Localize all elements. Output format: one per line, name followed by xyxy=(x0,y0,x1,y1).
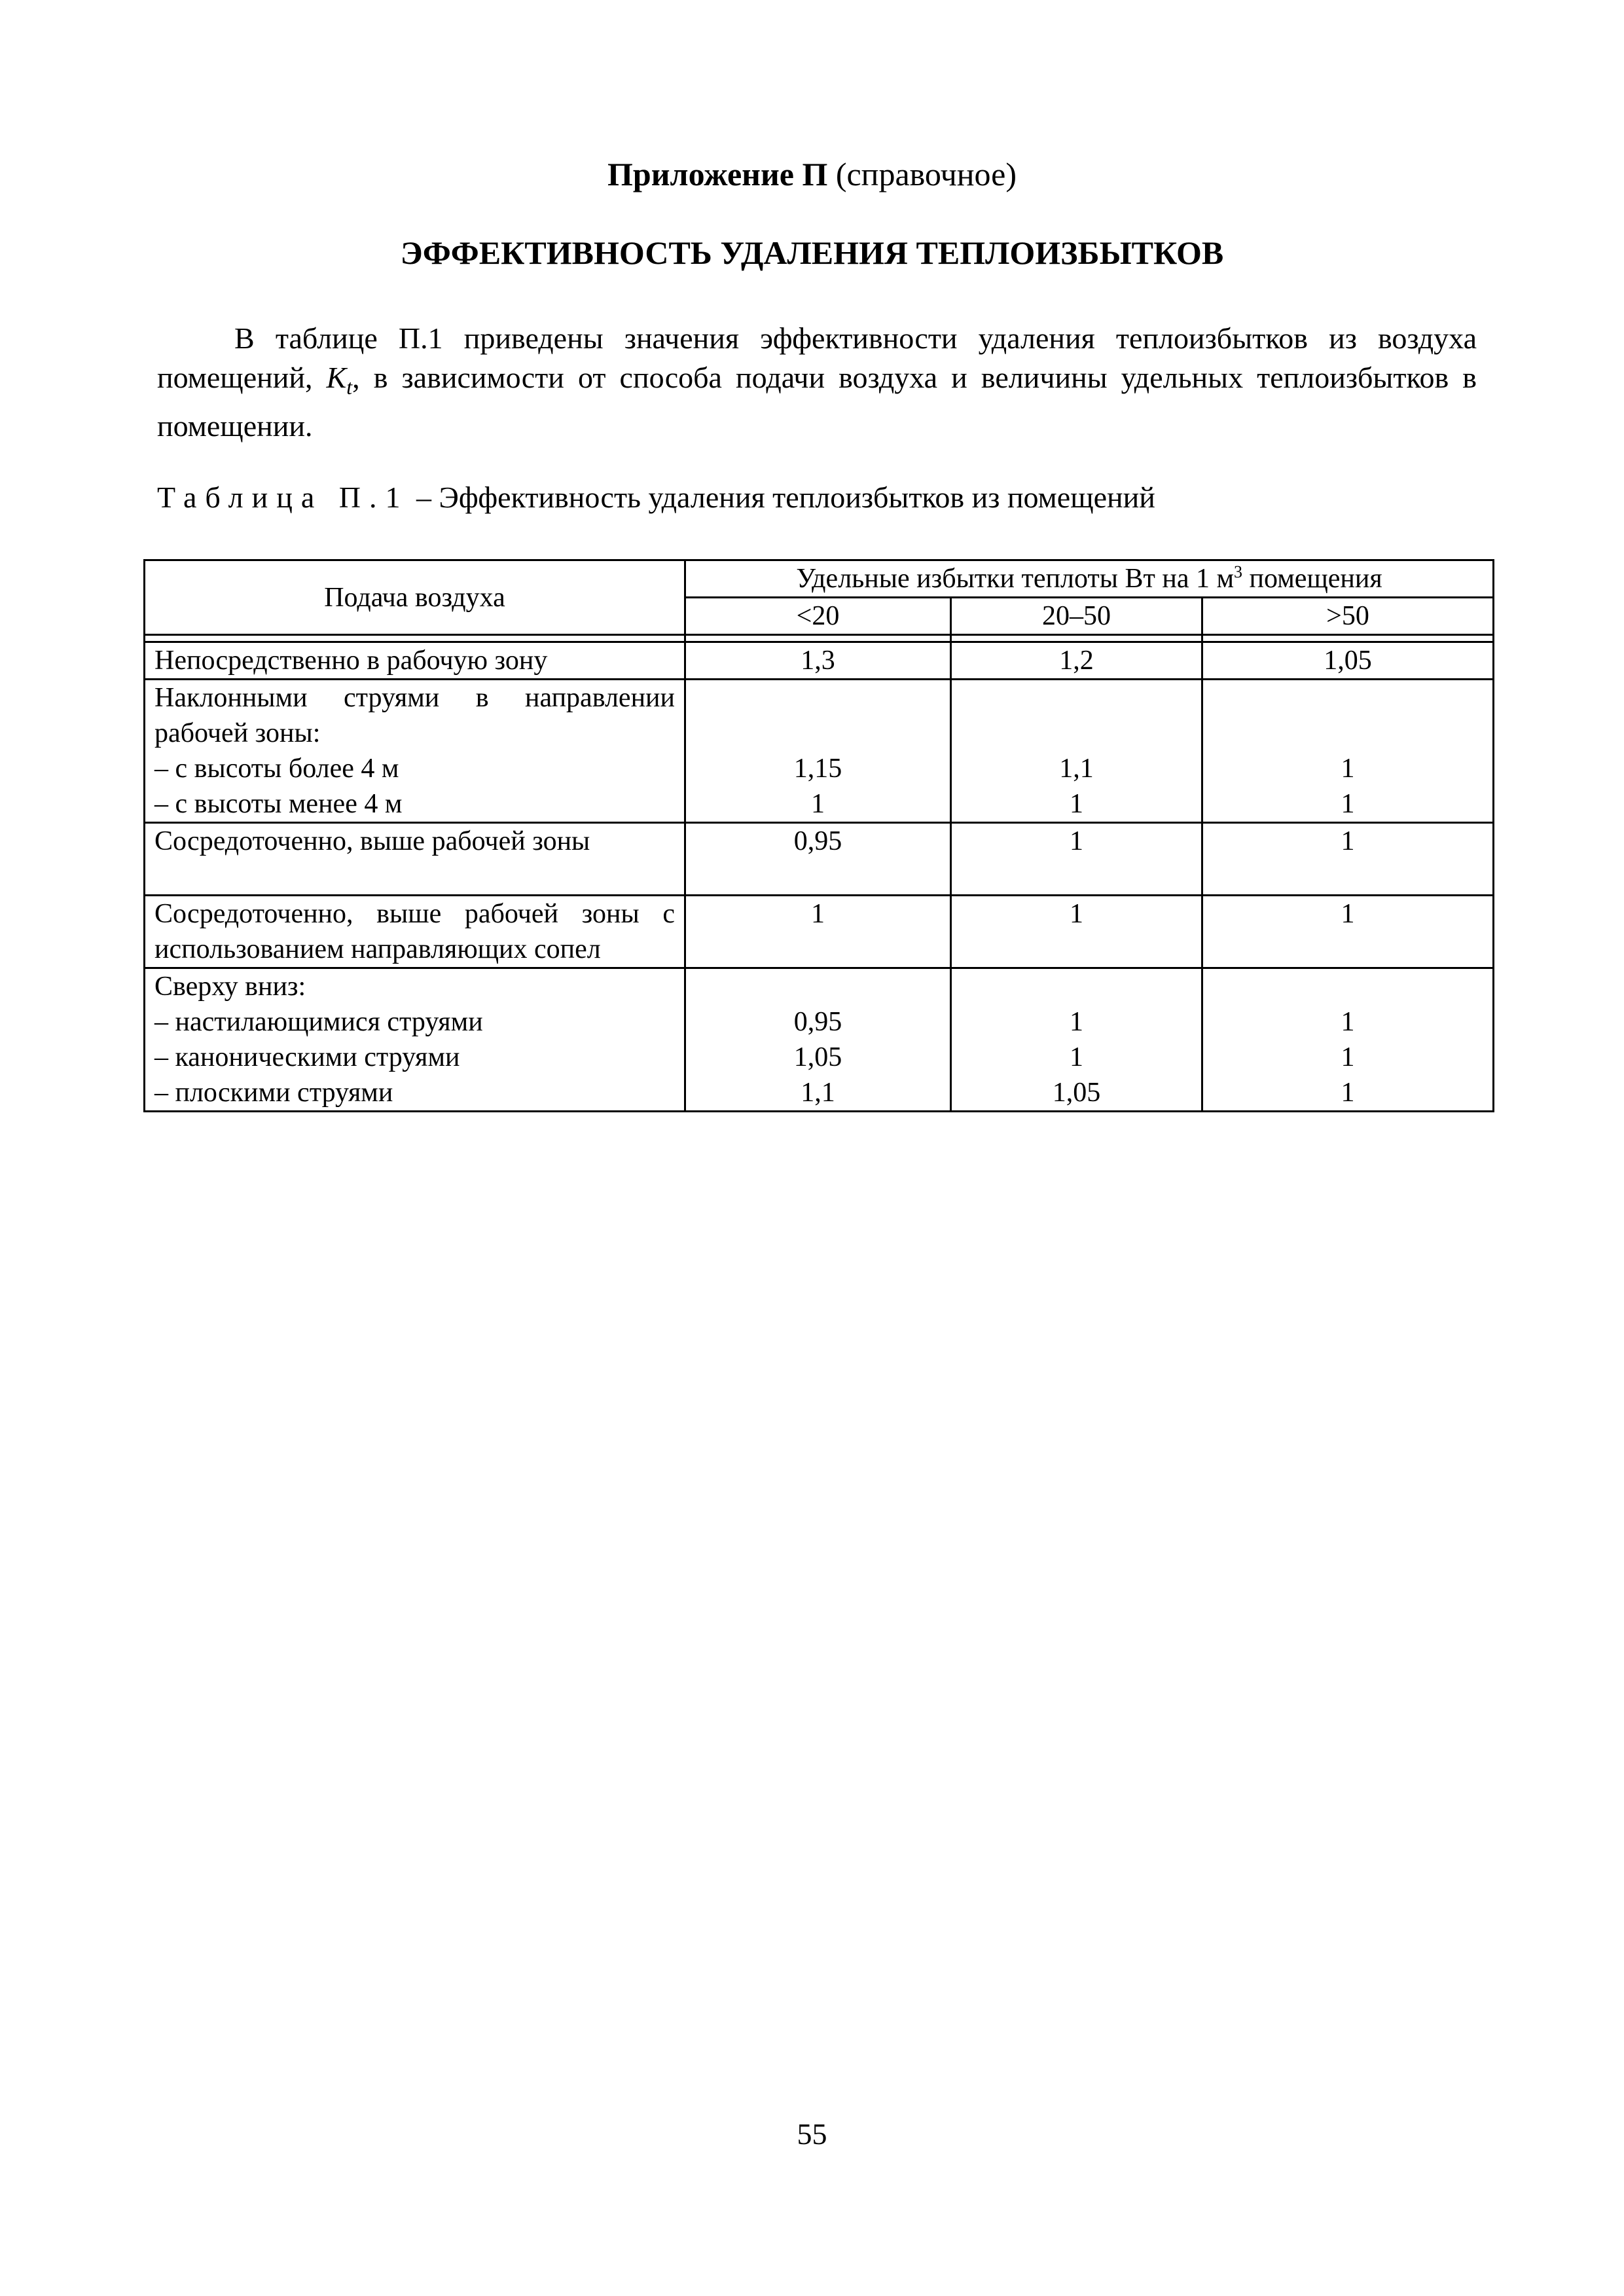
header-col-gt50: >50 xyxy=(1202,598,1494,635)
cell-value xyxy=(1202,823,1494,896)
table-row xyxy=(145,680,1494,823)
cell-value xyxy=(685,642,951,680)
cell-value-line xyxy=(695,680,941,716)
symbol-k: K xyxy=(326,361,347,394)
cell-value xyxy=(951,823,1202,896)
table-row xyxy=(145,642,1494,680)
intro-part1: В таблице П.1 приведены значения эффективности удаления теплоизбытков из воздуха помещений, xyxy=(157,321,1477,394)
cell-value-line: 1,15 xyxy=(793,754,842,784)
section-heading: ЭФФЕКТИВНОСТЬ УДАЛЕНИЯ ТЕПЛОИЗБЫТКОВ xyxy=(400,234,1224,271)
cell-value xyxy=(1202,642,1494,680)
cell-value-line: 1 xyxy=(1070,1042,1083,1072)
cell-value-line: 1 xyxy=(1070,826,1083,856)
row-label-line: Сосредоточенно, выше рабочей зоны xyxy=(154,826,590,856)
row-label xyxy=(145,642,685,680)
cell-value-line: 1,3 xyxy=(801,646,835,676)
row-label xyxy=(145,896,685,968)
intro-part2: , в зависимости от способа подачи воздуха и величины удельных теплоизбытков в помещении. xyxy=(157,361,1477,443)
table-header-row xyxy=(145,560,1494,598)
cell-value-line: 1 xyxy=(1070,899,1083,929)
appendix-title xyxy=(0,155,1624,194)
cell-value-line: 1 xyxy=(1341,789,1355,819)
header-heat-excess-main: Удельные избытки теплоты Вт на 1 м xyxy=(796,564,1235,594)
cell-value-line xyxy=(1212,969,1483,1004)
cell-value-line: 1 xyxy=(1341,1007,1355,1037)
cell-value-line xyxy=(1212,680,1483,716)
table-row xyxy=(145,896,1494,968)
cell-value xyxy=(1202,680,1494,823)
cell-value-line xyxy=(695,716,941,751)
symbol-k-subscript: t xyxy=(346,375,353,399)
cell-value xyxy=(951,642,1202,680)
cell-value xyxy=(685,823,951,896)
table-row xyxy=(145,968,1494,1112)
efficiency-table xyxy=(143,559,1494,1112)
header-heat-excess-tail: помещения xyxy=(1242,564,1382,594)
cell-value-line: 1,1 xyxy=(801,1078,835,1108)
header-heat-excess xyxy=(685,560,1494,598)
cell-value-line: 1,05 xyxy=(793,1042,842,1072)
row-label-line: Непосредственно в рабочую зону xyxy=(154,646,548,676)
cell-value-line: 1 xyxy=(1341,1078,1355,1108)
cell-value xyxy=(1202,896,1494,968)
header-col-20-50: 20–50 xyxy=(951,598,1202,635)
header-air-supply: Подача воздуха xyxy=(145,560,685,635)
cell-value-line: 1 xyxy=(1341,1042,1355,1072)
row-label-line: – настилающимися струями xyxy=(154,1007,483,1037)
row-label xyxy=(145,968,685,1112)
row-label xyxy=(145,680,685,823)
row-label xyxy=(145,823,685,896)
cell-value xyxy=(951,968,1202,1112)
cell-value-line: 0,95 xyxy=(793,1007,842,1037)
intro-paragraph xyxy=(157,319,1477,446)
appendix-title-note: (справочное) xyxy=(827,156,1017,192)
cell-value-line: 1 xyxy=(1070,789,1083,819)
cell-value-line: 1 xyxy=(1341,826,1355,856)
row-label-line: Наклонными струями в направлении рабочей зоны: xyxy=(154,683,675,748)
cell-value xyxy=(685,896,951,968)
cell-value-line: 1 xyxy=(1070,1007,1083,1037)
cell-value-line: 1 xyxy=(811,899,825,929)
cell-value xyxy=(1202,968,1494,1112)
row-label-line: – с высоты менее 4 м xyxy=(154,789,403,819)
cell-value-line xyxy=(961,969,1192,1004)
cell-value xyxy=(685,680,951,823)
header-col-lt20: <20 xyxy=(685,598,951,635)
table-caption-text: – Эффективность удаления теплоизбытков из помещений xyxy=(408,481,1155,514)
row-label-line: – плоскими струями xyxy=(154,1078,393,1108)
row-label-line: – с высоты более 4 м xyxy=(154,754,399,784)
cell-value xyxy=(951,896,1202,968)
table-caption xyxy=(157,478,1477,517)
row-label-line: – каноническими струями xyxy=(154,1042,460,1072)
page-number: 55 xyxy=(797,2117,827,2151)
cell-value-line: 1 xyxy=(1341,754,1355,784)
cell-value-line: 0,95 xyxy=(793,826,842,856)
header-heat-excess-sup: 3 xyxy=(1234,562,1243,581)
cell-value-line: 1 xyxy=(1341,899,1355,929)
cell-value-line xyxy=(961,716,1192,751)
cell-value-line: 1,1 xyxy=(1059,754,1094,784)
cell-value-line: 1,05 xyxy=(1324,646,1372,676)
cell-value xyxy=(951,680,1202,823)
header-separator xyxy=(145,635,1494,642)
row-label-line: Сверху вниз: xyxy=(154,972,306,1002)
cell-value-line: 1,2 xyxy=(1059,646,1094,676)
cell-value-line xyxy=(695,969,941,1004)
cell-value-line: 1,05 xyxy=(1052,1078,1101,1108)
cell-value-line xyxy=(1212,716,1483,751)
appendix-title-bold: Приложение П xyxy=(607,156,828,192)
intro-text xyxy=(157,319,1477,446)
cell-value-line: 1 xyxy=(811,789,825,819)
cell-value-line xyxy=(961,680,1192,716)
cell-value xyxy=(685,968,951,1112)
row-label-line: Сосредоточенно, выше рабочей зоны с использованием направляющих сопел xyxy=(154,899,675,964)
table-row xyxy=(145,823,1494,896)
table-caption-label: Таблица П.1 xyxy=(157,481,409,514)
